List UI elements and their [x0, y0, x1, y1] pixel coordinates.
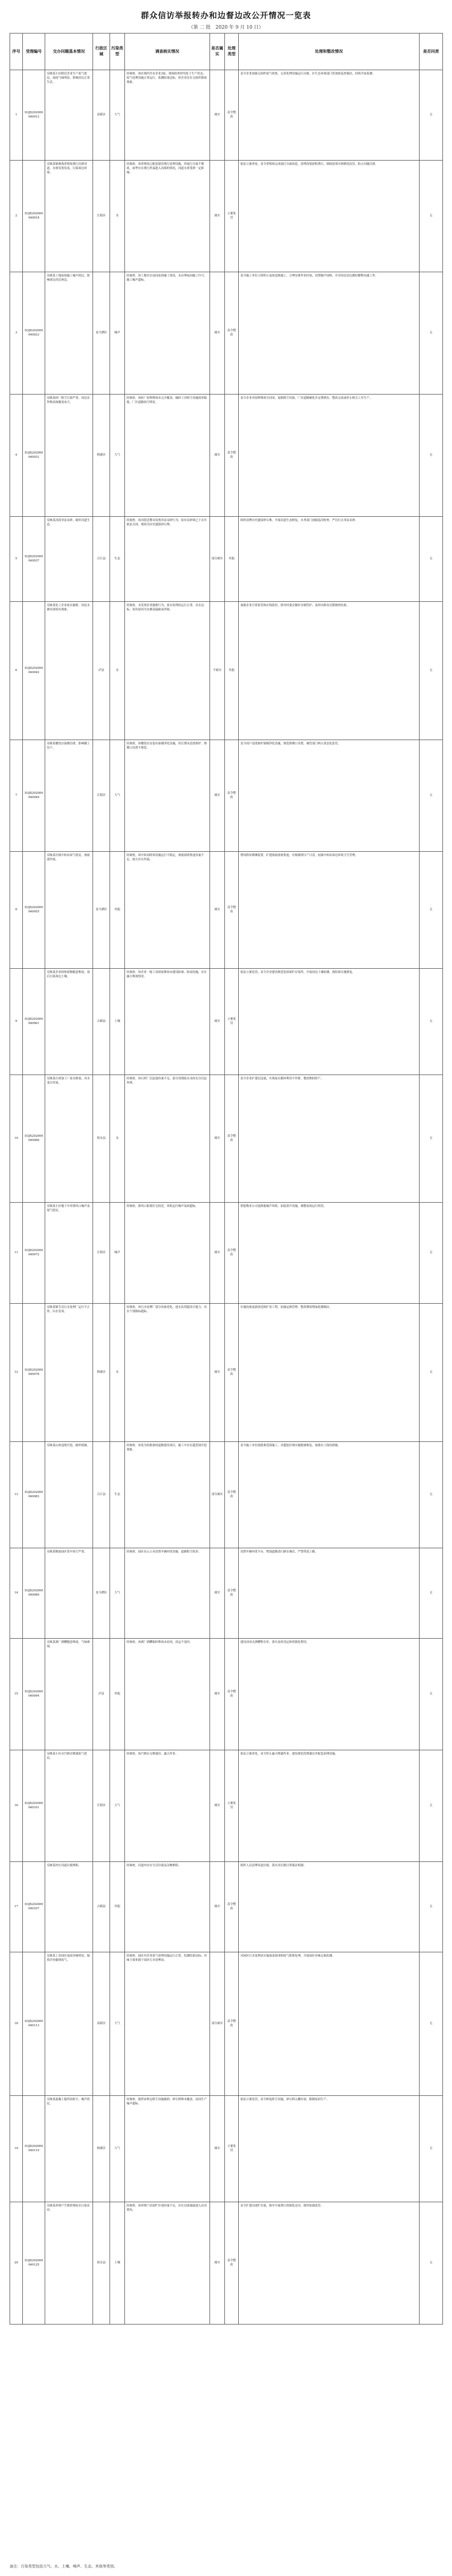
row-complaint: 反映某餐饮店油烟直排，影响楼上住户。 [45, 740, 93, 852]
row-is-true: 属实 [210, 1203, 225, 1304]
row-verification: 经调查，搅拌站料仓除尘设施破损，砂石料堆未覆盖，夜间生产噪声超标。 [125, 2096, 210, 2202]
row-case-id: D3JX202009040113 [23, 1952, 45, 2096]
row-complaint: 反映某垃圾中转站臭气扰民，渗滤液外流。 [45, 852, 93, 969]
row-rectification: 组织清理历史遗留砂石堆，开展河道生态修复，水务部门加强巡河检查，严厉打击非法采砂。 [239, 517, 420, 602]
row-rectification: 责令施工单位立即停止夜间违规施工，合理安排作业时间，设置隔声屏障，并对周边居民做好解释沟通工作。 [239, 272, 420, 395]
row-district: 合江县 [93, 1442, 110, 1548]
row-accountability: 无 [420, 1639, 443, 1750]
row-district: 纳溪区 [93, 2096, 110, 2202]
row-complaint: 反映某企业固体废物随意堆放，雨后污染周边土壤。 [45, 969, 93, 1075]
row-index: 5 [10, 517, 23, 602]
disclosure-table [10, 33, 443, 2325]
row-complaint: 反映某小区地下车库排风口噪声及尾气扰民。 [45, 1203, 93, 1304]
row-verification: 经调查，未发现企业偷排行为，废水处理站运行正常，出水达标；死鱼原因为水塘高温缺氧所致。 [125, 602, 210, 740]
row-verification: 经调查，该污水处理厂部分设备老化，进水负荷超设计能力，出水个别指标超标。 [125, 1304, 210, 1442]
table-row [10, 852, 443, 969]
row-district: 龙马潭区 [93, 1548, 110, 1639]
row-accountability: 无 [420, 1442, 443, 1548]
row-accountability: 无 [420, 1304, 443, 1442]
row-complaint: 反映某石材加工厂废水排放，河水变白浑浊。 [45, 1075, 93, 1203]
row-district: 江阳区 [93, 740, 110, 852]
row-verification: 经调查，排风口距离住宅较近，风机运行噪声夜间超标。 [125, 1203, 210, 1304]
row-verification: 经调查，该养殖场已配套建设粪污处理设施，但雨污分流不彻底，雨季存在粪污外溢进入沟渠的情况，河道水质受到一定影响。 [125, 161, 210, 272]
footnote: 备注：污染类型包括大气、水、土壤、噪声、生态、其他等类别。 [10, 2564, 118, 2569]
row-rectification: 增设除臭喷淋装置，扩建渗滤液收集池，垃圾做到日产日清，加强中转站周边环境卫生管理。 [239, 852, 420, 969]
row-index: 13 [10, 1442, 23, 1548]
row-district: 叙永县 [93, 2202, 110, 2325]
row-rectification: 设置车辆冲洗平台，增加道路清扫洒水频次，严禁带泥上路。 [239, 1548, 420, 1639]
row-pollution-type: 噪声 [110, 1203, 125, 1304]
row-index: 7 [10, 740, 23, 852]
row-complaint: 反映某村庄河道垃圾堆积。 [45, 1862, 93, 1952]
row-district: 高新区 [93, 70, 110, 161]
row-pollution-type: 土壤 [110, 969, 125, 1075]
row-index: 1 [10, 70, 23, 161]
row-accountability: 无 [420, 70, 443, 161]
row-rectification: 组织人员清理河道垃圾，落实河长制日常保洁机制。 [239, 1862, 420, 1952]
row-pollution-type: 大气 [110, 740, 125, 852]
row-handling-type: 责令整改 [225, 1203, 239, 1304]
row-verification: 经调查，该餐饮店安装有油烟净化设施，但长期未清洗维护，排烟口设置不规范。 [125, 740, 210, 852]
table-row [10, 1548, 443, 1639]
row-case-id: D3JX202009040072 [23, 1203, 45, 1304]
row-handling-type: 立案处罚 [225, 161, 239, 272]
row-index: 17 [10, 1862, 23, 1952]
row-is-true: 属实 [210, 2096, 225, 2202]
row-is-true: 属实 [210, 1750, 225, 1862]
table-header-row [10, 33, 443, 70]
row-district: 叙永县 [93, 1075, 110, 1203]
row-accountability: 无 [420, 1203, 443, 1304]
row-verification: 经调查，该处为经批准的道路建设项目，施工中存在超范围开挖现象。 [125, 1442, 210, 1548]
row-handling-type: 立案处罚 [225, 969, 239, 1075]
table-row [10, 272, 443, 395]
row-case-id: D3JX202009040101 [23, 1750, 45, 1862]
row-complaint: 反映某小区旁汽修店喷漆废气扰民。 [45, 1750, 93, 1862]
row-district: 江阳区 [93, 1750, 110, 1862]
row-case-id: D3JX202009040037 [23, 517, 45, 602]
row-handling-type: 责令整改 [225, 272, 239, 395]
row-complaint: 反映某化工企业废水偷排，周边水塘出现死鱼现象。 [45, 602, 93, 740]
row-case-id: D3JX202009040094 [23, 1639, 45, 1750]
row-handling-type: 责令整改 [225, 1639, 239, 1750]
row-accountability: 无 [420, 395, 443, 517]
row-case-id: D3JX202009040042 [23, 602, 45, 740]
row-rectification: 责令商户清洗维护油烟净化设施，规范排烟口设置，城管部门纳入常态化监管。 [239, 740, 420, 852]
row-handling-type: 责令整改 [225, 2202, 239, 2325]
row-is-true: 属实 [210, 1639, 225, 1750]
row-case-id: D3JX202009040055 [23, 852, 45, 969]
row-handling-type: 责令整改 [225, 1952, 239, 2096]
row-verification: 经调查，该石材厂沉淀池容量不足，部分切割废水未经充分沉淀外排。 [125, 1075, 210, 1203]
row-rectification: 责令企业扩建沉淀池，实现废水循环利用不外排，整改期间停产。 [239, 1075, 420, 1203]
row-rectification: 依法立案查处，责令停止露天喷漆作业，建设规范化喷漆房并配套治理设施。 [239, 1750, 420, 1862]
row-district: 高新区 [93, 1952, 110, 2096]
row-pollution-type: 其他 [110, 1862, 125, 1952]
row-index: 19 [10, 2096, 23, 2202]
row-is-true: 属实 [210, 272, 225, 395]
row-pollution-type: 水 [110, 1304, 125, 1442]
row-handling-type: 责令整改 [225, 1862, 239, 1952]
row-pollution-type: 大气 [110, 2096, 125, 2202]
row-complaint: 反映某养殖户生猪养殖废水污染农田。 [45, 2202, 93, 2325]
row-verification: 经调查，该养殖户沼液贮存池容量不足，存在沼液漫溢进入农田情况。 [125, 2202, 210, 2325]
row-case-id: D3JX202009040125 [23, 2202, 45, 2325]
row-accountability: 无 [420, 602, 443, 740]
row-index: 8 [10, 852, 23, 969]
row-is-true: 属实 [210, 1548, 225, 1639]
row-complaint: 反映某混凝土搅拌站粉尘、噪声扰民。 [45, 2096, 93, 2202]
table-row [10, 395, 443, 517]
row-pollution-type: 生态 [110, 517, 125, 602]
row-accountability: 无 [420, 1750, 443, 1862]
row-is-true: 属实 [210, 852, 225, 969]
row-accountability: 无 [420, 740, 443, 852]
row-handling-type: 立案处罚 [225, 1750, 239, 1862]
header-verification: 调查核实情况 [125, 33, 210, 70]
row-pollution-type: 大气 [110, 1750, 125, 1862]
row-is-true: 部分属实 [210, 517, 225, 602]
row-handling-type: 其他 [225, 517, 239, 602]
row-case-id: D3JX202009040049 [23, 740, 45, 852]
row-verification: 经调查，园区出入口未设置车辆冲洗设施，道路积尘较多。 [125, 1548, 210, 1639]
row-case-id: D3JX202009040066 [23, 1075, 45, 1203]
row-is-true: 部分属实 [210, 1952, 225, 2096]
header-accountability: 是否问责 [420, 33, 443, 70]
row-pollution-type: 大气 [110, 1548, 125, 1639]
table-row [10, 161, 443, 272]
table-row [10, 1203, 443, 1304]
table-row [10, 1952, 443, 2096]
table-row [10, 1304, 443, 1442]
row-handling-type: 责令整改 [225, 1304, 239, 1442]
row-index: 11 [10, 1203, 23, 1304]
row-index: 14 [10, 1548, 23, 1639]
row-verification: 经调查，该砖厂原料堆场未完全覆盖，破碎工序除尘设施效率偏低，厂区道路扬尘明显。 [125, 395, 210, 517]
row-rectification: 依法立案查处，责令养殖场完成雨污分流改造，清理沟渠淤积粪污，镇政府落实网格化监管，防止问题反弹。 [239, 161, 420, 272]
row-pollution-type: 土壤 [110, 2202, 125, 2325]
table-row [10, 1750, 443, 1862]
header-is-true: 是否属实 [210, 33, 225, 70]
row-is-true: 属实 [210, 2202, 225, 2325]
table-row [10, 1075, 443, 1203]
table-row [10, 2096, 443, 2202]
row-handling-type: 其他 [225, 602, 239, 740]
header-complaint: 交办问题基本情况 [45, 33, 93, 70]
row-case-id: D3JX202009040083 [23, 1442, 45, 1548]
header-district: 行政区域 [93, 33, 110, 70]
row-case-id: D3JX202009040061 [23, 969, 45, 1075]
row-district: 泸县 [93, 1639, 110, 1750]
row-rectification: 对园区污水处理站实施加盖密闭和废气收集处理，开展园区异味走航监测。 [239, 1952, 420, 2096]
table-row [10, 70, 443, 161]
table-row [10, 602, 443, 740]
row-case-id: D3JX202009040119 [23, 2096, 45, 2202]
row-pollution-type: 水 [110, 602, 125, 740]
row-index: 9 [10, 969, 23, 1075]
row-handling-type: 立案处罚 [225, 2096, 239, 2202]
row-handling-type: 责令整改 [225, 1075, 239, 1203]
page-title: 群众信访举报转办和边督边改公开情况一览表 [140, 11, 311, 20]
row-pollution-type: 噪声 [110, 272, 125, 395]
header-rectification: 处理和整改情况 [239, 33, 420, 70]
table-row [10, 1442, 443, 1548]
row-index: 12 [10, 1304, 23, 1442]
row-index: 16 [10, 1750, 23, 1862]
row-handling-type: 责令整改 [225, 1442, 239, 1548]
row-verification: 经调查，该中转站除臭设施运行不稳定，渗滤液收集池容量不足，雨天存在外溢。 [125, 852, 210, 969]
row-index: 6 [10, 602, 23, 740]
row-complaint: 反映某物流园区货车扬尘严重。 [45, 1548, 93, 1639]
row-is-true: 属实 [210, 70, 225, 161]
row-is-true: 属实 [210, 740, 225, 852]
row-case-id: D3JX202009040078 [23, 1304, 45, 1442]
row-district: 江阳区 [93, 161, 110, 272]
row-rectification: 责令企业对原料堆场全封闭，更换除尘设备，厂区道路硬化并定期洒水，整改完成前停止相关工序生产。 [239, 395, 420, 517]
row-complaint: 反映某工业园区夜间异味明显，疑似企业偷排废气。 [45, 1952, 93, 2096]
row-pollution-type: 生态 [110, 1442, 125, 1548]
row-district: 古蔺县 [93, 1862, 110, 1952]
row-complaint: 反映某镇畜禽养殖场粪污直排河道，水体发黑发臭，污染周边环境。 [45, 161, 93, 272]
row-accountability: 无 [420, 517, 443, 602]
table-row [10, 1639, 443, 1750]
row-pollution-type: 大气 [110, 1952, 125, 2096]
row-complaint: 反映某镇生活污水处理厂运行不正常，出水发臭。 [45, 1304, 93, 1442]
row-index: 18 [10, 1952, 23, 2096]
row-rectification: 依法立案处罚，责令修复除尘设施，砂石料入棚存放，限制夜间生产。 [239, 2096, 420, 2202]
row-rectification: 实施设备更新改造和扩容工程，加强运维管理，整改期间增加监测频次。 [239, 1304, 420, 1442]
row-accountability: 无 [420, 2096, 443, 2202]
row-pollution-type: 其他 [110, 852, 125, 969]
row-verification: 经调查，该工地存在夜间连续施工情况，未办理夜间施工许可，施工噪声超标。 [125, 272, 210, 395]
row-is-true: 属实 [210, 1075, 225, 1203]
row-accountability: 无 [420, 2202, 443, 2325]
header-case-id: 受理编号 [23, 33, 45, 70]
row-is-true: 部分属实 [210, 1442, 225, 1548]
row-handling-type: 责令整改 [225, 395, 239, 517]
row-complaint: 反映某河段非法采砂，破坏河道生态。 [45, 517, 93, 602]
row-district: 纳溪区 [93, 395, 110, 517]
table-row [10, 517, 443, 602]
row-case-id: D3JX202009040089 [23, 1548, 45, 1639]
row-pollution-type: 水 [110, 1075, 125, 1203]
row-verification: 经调查，该汽修店无喷漆房，露天作业。 [125, 1750, 210, 1862]
row-index: 15 [10, 1639, 23, 1750]
row-district: 合江县 [93, 517, 110, 602]
row-accountability: 无 [420, 852, 443, 969]
row-index: 4 [10, 395, 23, 517]
row-verification: 经调查，该区域内共有企业3家，现场检查时均处于生产状态，废气处理设施正常运行，监测结果达标，但企业存在无组织排放现象。 [125, 70, 210, 161]
row-handling-type: 责令整改 [225, 852, 239, 969]
row-complaint: 反映某酒厂酒糟随意堆放，气味难闻。 [45, 1639, 93, 1750]
row-verification: 经调查，该河段近期未发现非法采砂行为，原有采砂场已于去年依法关闭，现场为历史遗留砂石堆。 [125, 517, 210, 602]
row-rectification: 督促物业公司更换低噪声风机，加装消声设施，调整夜间运行时段。 [239, 1203, 420, 1304]
row-index: 2 [10, 161, 23, 272]
row-accountability: 无 [420, 272, 443, 395]
table-row [10, 1862, 443, 1952]
row-rectification: 责令扩建沼液贮存池，指导开展粪污资源化还田，镇村加强监管。 [239, 2202, 420, 2325]
row-is-true: 属实 [210, 1862, 225, 1952]
row-index: 20 [10, 2202, 23, 2325]
table-row [10, 2202, 443, 2325]
row-case-id: D3JX202009040012 [23, 70, 45, 161]
row-pollution-type: 大气 [110, 70, 125, 161]
row-complaint: 反映某小区附近企业生产废气扰民，夜间气味明显，影响居民正常生活。 [45, 70, 93, 161]
row-rectification: 责令施工单位按批准范围施工，对超挖区域实施植被恢复，加强水土保持措施。 [239, 1442, 420, 1548]
row-rectification: 建设封闭式酒糟暂存库，落实及时清运和资源化利用。 [239, 1639, 420, 1750]
row-index: 10 [10, 1075, 23, 1203]
row-pollution-type: 水 [110, 161, 125, 272]
row-index: 3 [10, 272, 23, 395]
row-district: 泸县 [93, 602, 110, 740]
row-case-id: D3JX202009040031 [23, 395, 45, 517]
row-is-true: 属实 [210, 1304, 225, 1442]
row-is-true: 不属实 [210, 602, 225, 740]
row-district: 江阳区 [93, 1203, 110, 1304]
row-district: 古蔺县 [93, 969, 110, 1075]
row-case-id: D3JX202009040018 [23, 161, 45, 272]
row-handling-type: 责令整改 [225, 70, 239, 161]
row-complaint: 反映某山体违规开挖，破坏植被。 [45, 1442, 93, 1548]
row-case-id: D3JX202009040023 [23, 272, 45, 395]
row-complaint: 反映某砖厂粉尘污染严重，周边农作物表面覆盖灰尘。 [45, 395, 93, 517]
row-rectification: 依法立案处罚，责令企业建设规范化固废贮存场所，开展周边土壤检测，视结果实施修复。 [239, 969, 420, 1075]
row-accountability: 无 [420, 1548, 443, 1639]
row-rectification: 责令企业加强无组织废气收集，完善处理设施运行台账，区生态环境部门将加密巡查频次，持续开展监测。 [239, 70, 420, 161]
header-handling-type: 处理类型 [225, 33, 239, 70]
row-accountability: 无 [420, 1075, 443, 1203]
row-verification: 经调查，该企业一般工业固废堆场未建设防渗、防雨设施，存在露天堆放情况。 [125, 969, 210, 1075]
row-pollution-type: 大气 [110, 395, 125, 517]
row-verification: 经调查，该酒厂酒糟临时堆场未封闭，清运不及时。 [125, 1639, 210, 1750]
row-accountability: 无 [420, 161, 443, 272]
row-handling-type: 责令整改 [225, 1548, 239, 1639]
row-is-true: 属实 [210, 161, 225, 272]
row-verification: 经调查，河道内存在生活垃圾及杂物堆积。 [125, 1862, 210, 1952]
table-row [10, 969, 443, 1075]
row-verification: 经调查，园区内企业废气治理设施运行正常，监测结果达标；异味主要来源于园区污水处理站。 [125, 1952, 210, 2096]
row-pollution-type: 其他 [110, 1639, 125, 1750]
row-accountability: 无 [420, 1952, 443, 2096]
row-case-id: D3JX202009040107 [23, 1862, 45, 1952]
row-handling-type: 责令整改 [225, 740, 239, 852]
row-accountability: 无 [420, 969, 443, 1075]
row-district: 龙马潭区 [93, 852, 110, 969]
row-district: 纳溪区 [93, 1304, 110, 1442]
row-complaint: 反映某工地夜间施工噪声扰民，影响周边居民休息。 [45, 272, 93, 395]
row-district: 龙马潭区 [93, 272, 110, 395]
row-accountability: 无 [420, 1862, 443, 1952]
row-is-true: 属实 [210, 395, 225, 517]
row-is-true: 属实 [210, 969, 225, 1075]
header-pollution-type: 污染类型 [110, 33, 125, 70]
page-subtitle: （第 二 批 2020 年 9 月 10 日） [188, 25, 264, 30]
table-row [10, 740, 443, 852]
header-index: 序号 [10, 33, 23, 70]
row-rectification: 加强企业日常监管和在线监控，指导村委会做好水塘管护，及时向群众反馈调查结果。 [239, 602, 420, 740]
